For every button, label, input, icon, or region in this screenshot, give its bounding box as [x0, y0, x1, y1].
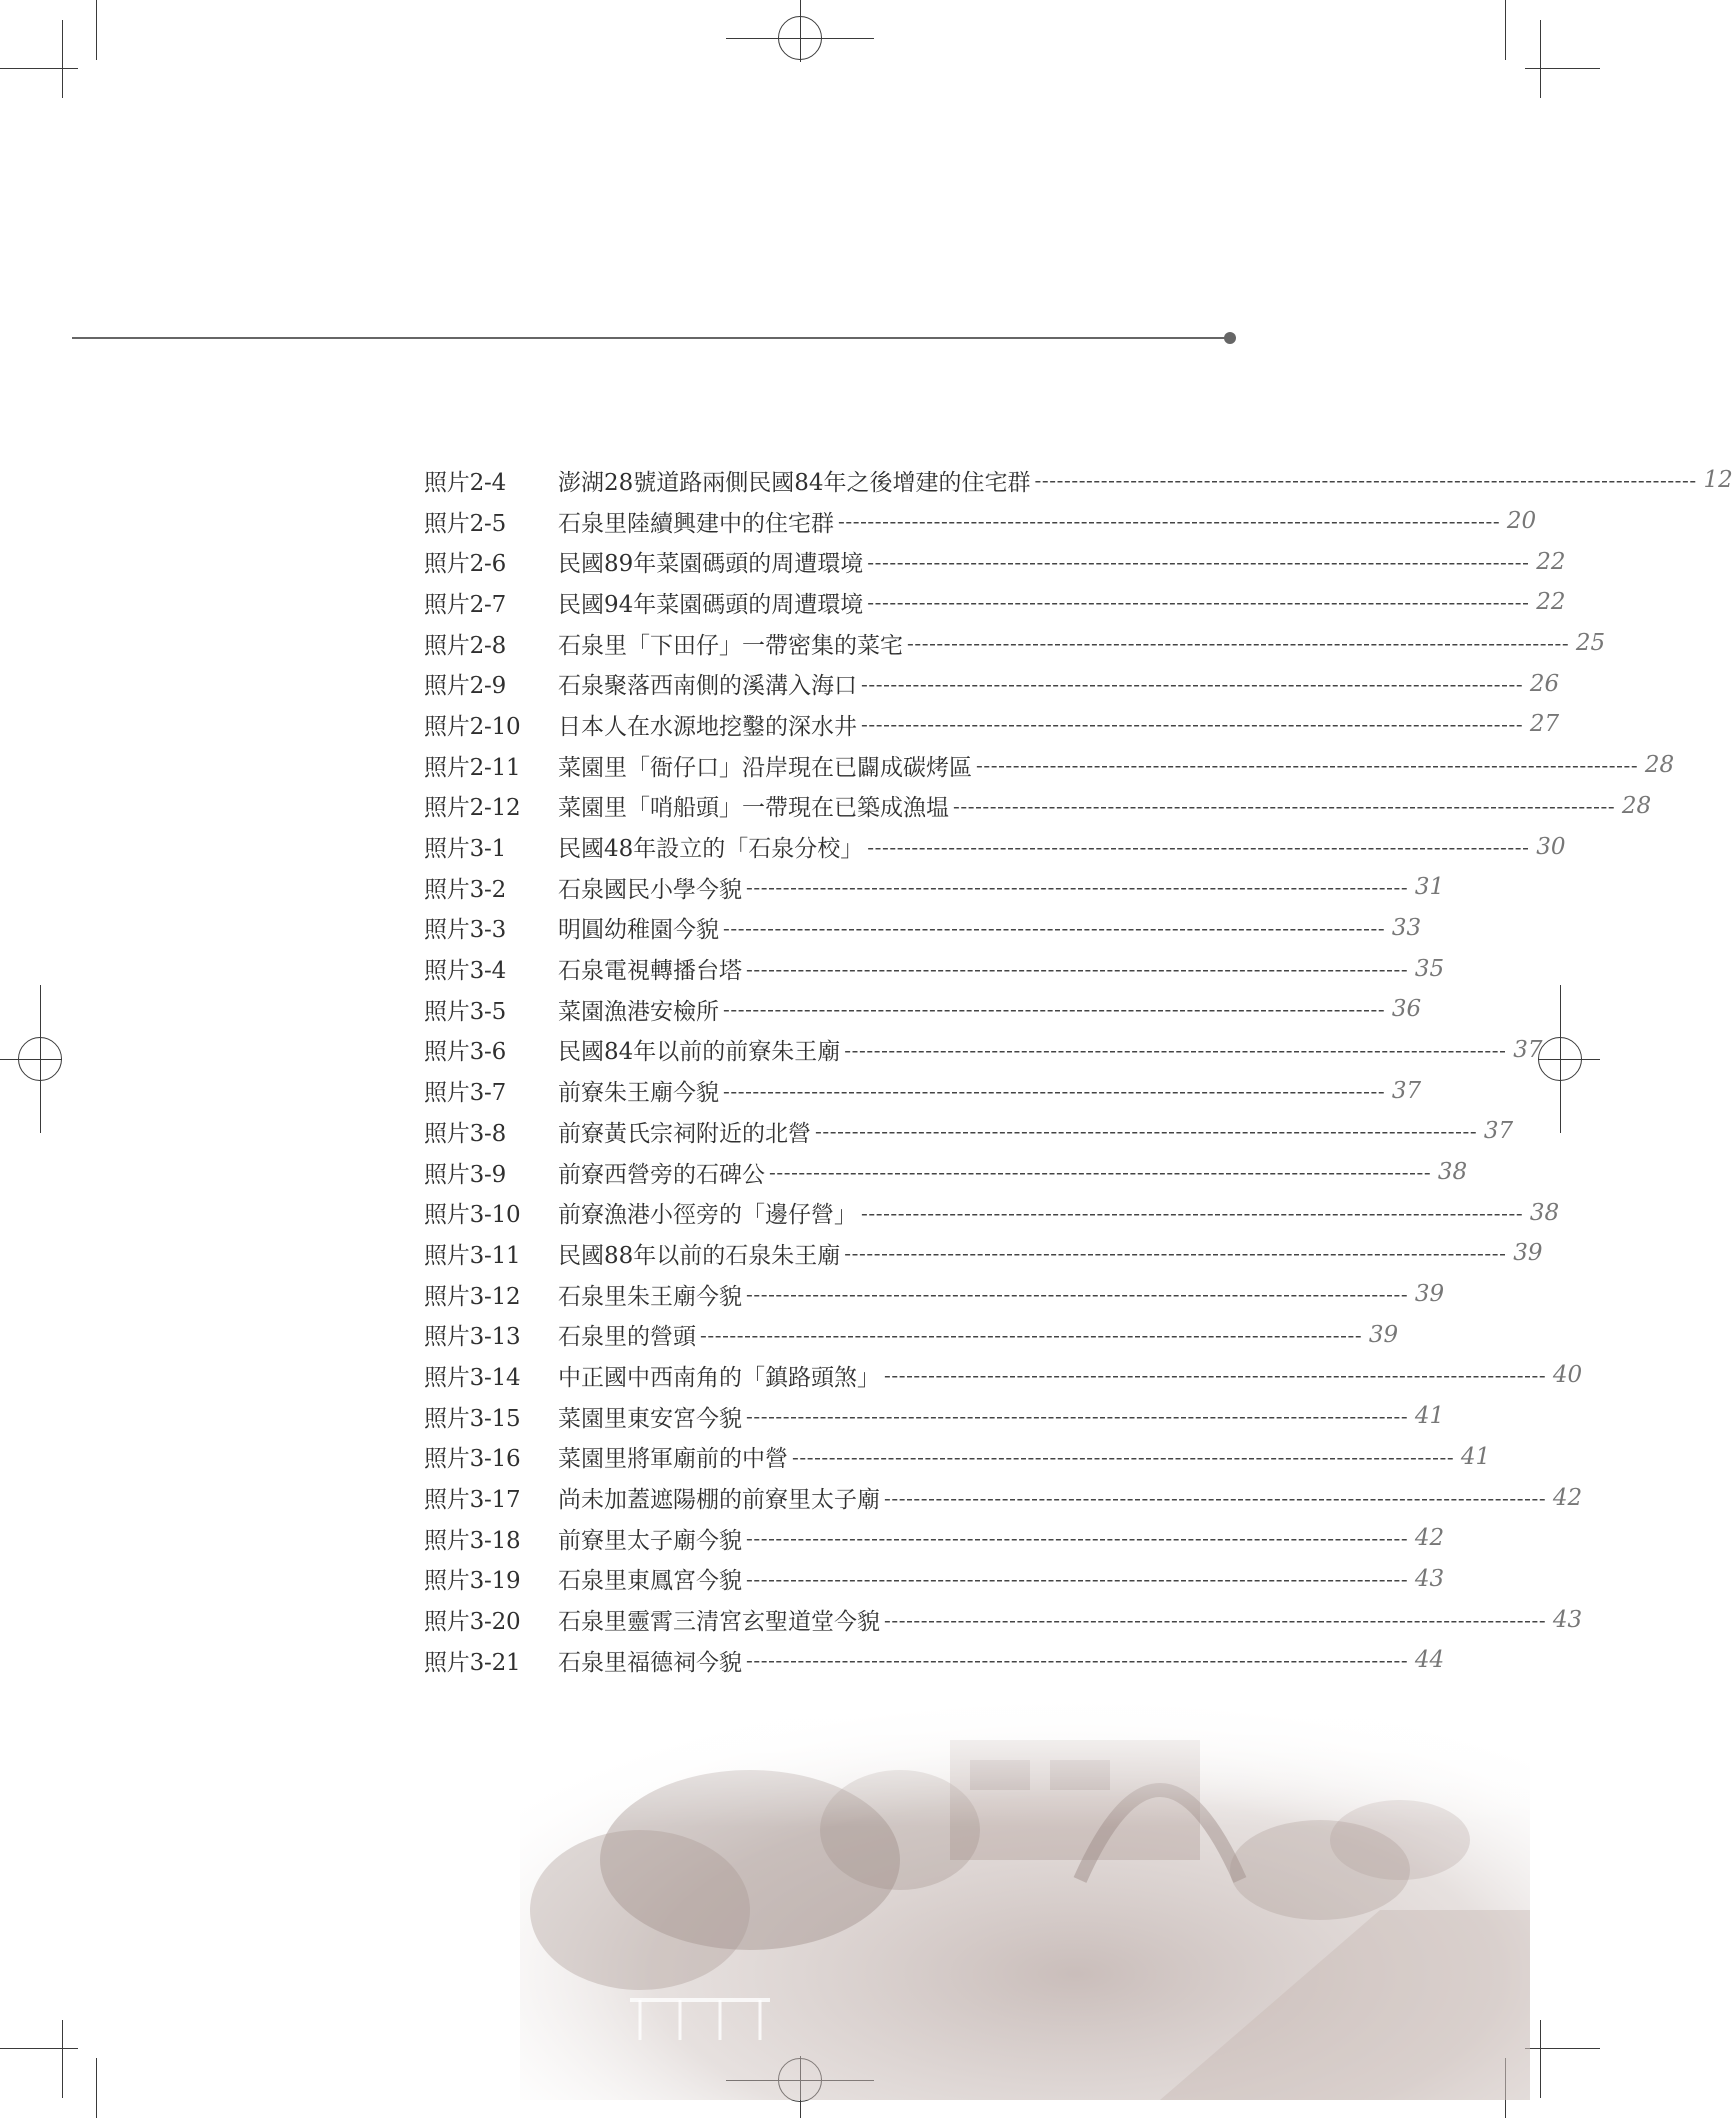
toc-entry: [424, 1599, 1583, 1640]
toc-entry: [424, 541, 1566, 582]
toc-dash-leader: ------------------------------------------------------------------------------------------: [723, 997, 1386, 1022]
toc-entry-label: 照片3-16: [424, 1446, 521, 1473]
toc-dash-leader: ------------------------------------------------------------------------------------------: [746, 1648, 1409, 1673]
toc-entry-title: 澎湖28號道路兩側民國84年之後增建的住宅群: [558, 469, 1031, 496]
toc-entry-label: 照片3-20: [424, 1609, 521, 1636]
toc-entry-title: 菜園里「哨船頭」一帶現在已築成漁塭: [558, 795, 949, 822]
toc-dash-leader: ------------------------------------------------------------------------------------------: [700, 1322, 1363, 1347]
toc-dash-leader: ------------------------------------------------------------------------------------------: [861, 1200, 1524, 1225]
toc-entry-page: 31: [1414, 874, 1445, 901]
toc-entry-page: 35: [1414, 955, 1445, 982]
toc-entry: [424, 1314, 1399, 1355]
toc-entry-label: 照片3-7: [424, 1080, 507, 1107]
toc-dash-leader: ------------------------------------------------------------------------------------------: [861, 671, 1524, 696]
toc-entry-label: 照片3-1: [424, 836, 507, 863]
header-rule: [72, 337, 1230, 339]
crop-mark: [0, 2048, 78, 2049]
toc-entry-label: 照片3-5: [424, 998, 507, 1025]
toc-entry: [424, 1477, 1583, 1518]
toc-entry-page: 22: [1536, 589, 1566, 616]
toc-dash-leader: ------------------------------------------------------------------------------------------: [867, 590, 1530, 615]
toc-entry-title: 石泉里東鳳宮今貌: [558, 1568, 742, 1595]
toc-entry: [424, 908, 1422, 949]
toc-entry: [424, 867, 1445, 908]
toc-entry-page: 41: [1414, 1403, 1445, 1430]
crop-mark: [1505, 2058, 1506, 2118]
toc-entry-page: 42: [1552, 1484, 1583, 1511]
toc-entry-title: 石泉里的營頭: [558, 1324, 696, 1351]
toc-entry-title: 石泉聚落西南側的溪溝入海口: [558, 673, 857, 700]
crop-mark: [1505, 0, 1506, 60]
toc-entry-label: 照片2-4: [424, 469, 507, 496]
toc-entry-label: 照片2-9: [424, 673, 507, 700]
toc-entry-label: 照片3-10: [424, 1202, 521, 1229]
toc-entry-title: 石泉國民小學今貌: [558, 876, 742, 903]
toc-entry-label: 照片3-11: [424, 1242, 521, 1269]
toc-entry-title: 日本人在水源地挖鑿的深水井: [558, 713, 857, 740]
toc-dash-leader: ------------------------------------------------------------------------------------------: [746, 1566, 1409, 1591]
toc-entry: [424, 1111, 1514, 1152]
toc-entry: [424, 989, 1422, 1030]
toc-entry: [424, 1437, 1491, 1478]
toc-entry-title: 菜園里「衙仔口」沿岸現在已闢成碳烤區: [558, 754, 972, 781]
toc-entry-title: 前寮里太子廟今貌: [558, 1527, 742, 1554]
toc-entry: [424, 1274, 1445, 1315]
crop-mark: [1525, 2048, 1600, 2049]
toc-dash-leader: ------------------------------------------------------------------------------------------: [838, 509, 1501, 534]
toc-entry-page: 12: [1703, 467, 1733, 494]
toc-entry-page: 33: [1391, 914, 1422, 941]
toc-entry-page: 43: [1552, 1606, 1583, 1633]
toc-dash-leader: ------------------------------------------------------------------------------------------: [815, 1119, 1478, 1144]
toc-dash-leader: ------------------------------------------------------------------------------------------: [867, 549, 1530, 574]
toc-dash-leader: ------------------------------------------------------------------------------------------: [769, 1160, 1432, 1185]
toc-entry-label: 照片3-19: [424, 1568, 521, 1595]
toc-entry: [424, 1192, 1560, 1233]
toc-entry-page: 39: [1368, 1321, 1399, 1348]
toc-entry-page: 20: [1506, 508, 1537, 535]
toc-entry-label: 照片3-13: [424, 1324, 521, 1351]
toc-entry-title: 石泉電視轉播台塔: [558, 958, 742, 985]
toc-entry-page: 22: [1536, 548, 1566, 575]
toc-entry: [424, 1030, 1543, 1071]
toc-entry-page: 28: [1621, 792, 1652, 819]
toc-entry-label: 照片2-8: [424, 632, 507, 659]
toc-entry: [424, 745, 1675, 786]
toc-entry-title: 前寮漁港小徑旁的「邊仔營」: [558, 1202, 857, 1229]
toc-entry-label: 照片2-7: [424, 591, 507, 618]
toc-entry-title: 菜園漁港安檢所: [558, 998, 719, 1025]
toc-entry-page: 44: [1414, 1647, 1445, 1674]
toc-entry-title: 石泉里陸續興建中的住宅群: [558, 510, 834, 537]
toc-entry: [424, 1152, 1468, 1193]
crop-mark: [96, 0, 97, 60]
toc-entry: [424, 786, 1652, 827]
toc-entry-title: 前寮黃氏宗祠附近的北營: [558, 1120, 811, 1147]
toc-entry-title: 明圓幼稚園今貌: [558, 917, 719, 944]
crop-mark: [96, 2058, 97, 2118]
toc-entry: [424, 582, 1566, 623]
toc-entry: [424, 948, 1445, 989]
toc-entry-label: 照片3-9: [424, 1161, 507, 1188]
crop-mark: [1540, 2020, 1541, 2098]
toc-dash-leader: ------------------------------------------------------------------------------------------: [746, 1404, 1409, 1429]
toc-entry-title: 前寮西營旁的石碑公: [558, 1161, 765, 1188]
toc-entry-page: 28: [1644, 752, 1675, 779]
crop-mark: [62, 20, 63, 98]
toc-entry: [424, 501, 1537, 542]
toc-dash-leader: ------------------------------------------------------------------------------------------: [907, 631, 1570, 656]
toc-dash-leader: ------------------------------------------------------------------------------------------: [844, 1241, 1507, 1266]
toc-entry: [424, 1640, 1445, 1681]
toc-entry-label: 照片3-4: [424, 958, 507, 985]
toc-entry-label: 照片3-8: [424, 1120, 507, 1147]
toc-dash-leader: ------------------------------------------------------------------------------------------: [1034, 468, 1697, 493]
toc-entry: [424, 1396, 1445, 1437]
toc-entry-label: 照片3-12: [424, 1283, 521, 1310]
toc-dash-leader: ------------------------------------------------------------------------------------------: [746, 1282, 1409, 1307]
toc-entry-page: 43: [1414, 1565, 1445, 1592]
toc-dash-leader: ------------------------------------------------------------------------------------------: [867, 834, 1530, 859]
crop-mark: [1525, 68, 1600, 69]
toc-entry: [424, 623, 1606, 664]
toc-entry-title: 菜園里將軍廟前的中營: [558, 1446, 788, 1473]
toc-entry-title: 民國88年以前的石泉朱王廟: [558, 1242, 841, 1269]
toc-entry-label: 照片3-17: [424, 1487, 521, 1514]
toc-entry-label: 照片2-11: [424, 754, 521, 781]
toc-entry-title: 石泉里靈霄三清宮玄聖道堂今貌: [558, 1609, 880, 1636]
toc-entry-title: 菜園里東安宮今貌: [558, 1405, 742, 1432]
toc-entry-title: 民國89年菜園碼頭的周遭環境: [558, 551, 864, 578]
toc-entry-page: 25: [1575, 630, 1606, 657]
toc-dash-leader: ------------------------------------------------------------------------------------------: [792, 1444, 1455, 1469]
toc-entry-label: 照片3-15: [424, 1405, 521, 1432]
toc-dash-leader: ------------------------------------------------------------------------------------------: [746, 875, 1409, 900]
toc-dash-leader: ------------------------------------------------------------------------------------------: [976, 753, 1639, 778]
toc-entry-page: 37: [1483, 1118, 1514, 1145]
toc-entry-title: 民國94年菜園碼頭的周遭環境: [558, 591, 864, 618]
toc-entry-title: 石泉里福德祠今貌: [558, 1649, 742, 1676]
toc-entry-label: 照片2-12: [424, 795, 521, 822]
toc-entry-title: 前寮朱王廟今貌: [558, 1080, 719, 1107]
toc-entry-page: 37: [1513, 1036, 1543, 1063]
toc-entry-label: 照片3-14: [424, 1364, 521, 1391]
toc-dash-leader: ------------------------------------------------------------------------------------------: [884, 1607, 1547, 1632]
toc-entry-label: 照片2-6: [424, 551, 507, 578]
toc-entry-label: 照片2-10: [424, 713, 521, 740]
toc-dash-leader: ------------------------------------------------------------------------------------------: [861, 712, 1524, 737]
toc-entry: [424, 1559, 1445, 1600]
toc-entry-page: 40: [1552, 1362, 1583, 1389]
toc-entry: [424, 1070, 1422, 1111]
crop-mark: [0, 68, 78, 69]
toc-entry: [424, 1518, 1445, 1559]
toc-entry: [424, 460, 1733, 501]
toc-entry: [424, 1355, 1583, 1396]
toc-dash-leader: ------------------------------------------------------------------------------------------: [953, 793, 1616, 818]
toc-entry-title: 石泉里朱王廟今貌: [558, 1283, 742, 1310]
toc-entry-label: 照片3-6: [424, 1039, 507, 1066]
toc-dash-leader: ------------------------------------------------------------------------------------------: [746, 1526, 1409, 1551]
background-photo: [520, 1680, 1530, 2100]
toc-entry-title: 中正國中西南角的「鎮路頭煞」: [558, 1364, 880, 1391]
toc-entry-page: 36: [1391, 996, 1422, 1023]
toc-entry-page: 38: [1529, 1199, 1560, 1226]
toc-entry: [424, 1233, 1543, 1274]
toc-dash-leader: ------------------------------------------------------------------------------------------: [723, 1078, 1386, 1103]
toc-entry-title: 石泉里「下田仔」一帶密集的菜宅: [558, 632, 903, 659]
toc-dash-leader: ------------------------------------------------------------------------------------------: [723, 915, 1386, 940]
toc-entry-title: 民國48年設立的「石泉分校」: [558, 836, 864, 863]
toc-entry-title: 民國84年以前的前寮朱王廟: [558, 1039, 841, 1066]
toc-entry: [424, 704, 1560, 745]
toc-entry: [424, 826, 1566, 867]
toc-dash-leader: ------------------------------------------------------------------------------------------: [844, 1037, 1507, 1062]
toc-entry-page: 41: [1460, 1443, 1491, 1470]
toc-entry-label: 照片2-5: [424, 510, 507, 537]
toc-entry-page: 42: [1414, 1525, 1445, 1552]
toc-dash-leader: ------------------------------------------------------------------------------------------: [884, 1485, 1547, 1510]
toc-entry-page: 37: [1391, 1077, 1422, 1104]
toc-dash-leader: ------------------------------------------------------------------------------------------: [746, 956, 1409, 981]
toc-entry: [424, 663, 1560, 704]
toc-entry-label: 照片3-18: [424, 1527, 521, 1554]
toc-entry-label: 照片3-21: [424, 1649, 521, 1676]
toc-entry-label: 照片3-3: [424, 917, 507, 944]
toc-entry-page: 39: [1513, 1240, 1543, 1267]
toc-entry-page: 27: [1529, 711, 1560, 738]
toc-entry-page: 26: [1529, 670, 1560, 697]
toc-entry-label: 照片3-2: [424, 876, 507, 903]
crop-mark: [62, 2020, 63, 2098]
photo-list: [424, 460, 1733, 1681]
toc-entry-page: 39: [1414, 1281, 1445, 1308]
crop-mark: [1540, 20, 1541, 98]
toc-entry-title: 尚未加蓋遮陽棚的前寮里太子廟: [558, 1487, 880, 1514]
header-rule-dot: [1224, 332, 1236, 344]
toc-entry-page: 38: [1437, 1159, 1468, 1186]
toc-dash-leader: ------------------------------------------------------------------------------------------: [884, 1363, 1547, 1388]
toc-entry-page: 30: [1536, 833, 1566, 860]
